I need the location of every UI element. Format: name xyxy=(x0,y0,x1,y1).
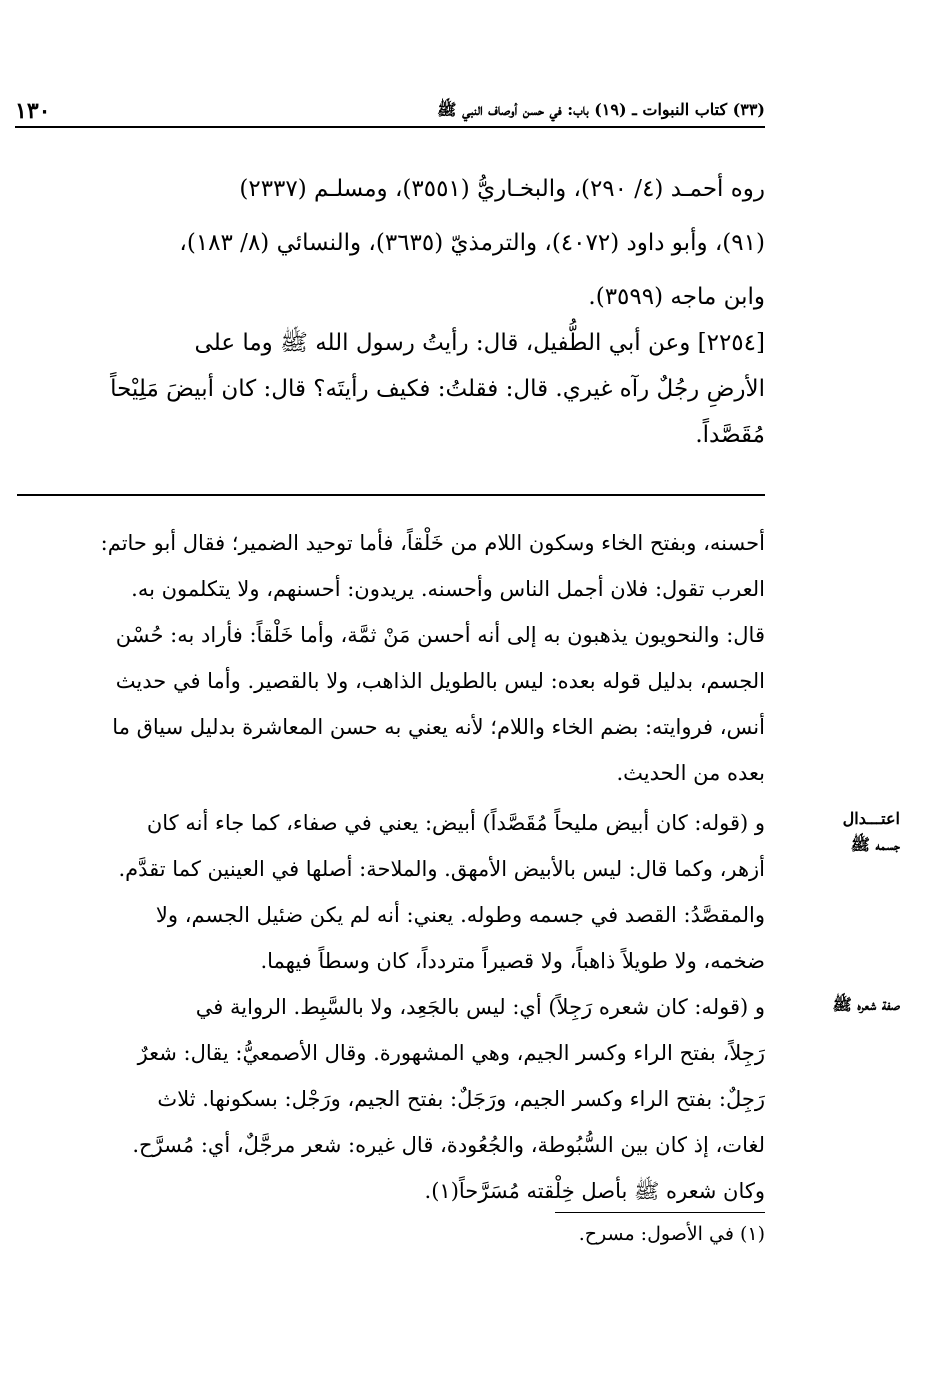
header-rule xyxy=(15,126,765,128)
page-number: ١٣٠ xyxy=(15,98,51,124)
commentary-paragraph-1: أحسنه، وبفتح الخاء وسكون اللام من خَلْقاً، فأما توحيد الضمير؛ فقال أبو حاتم: العرب تقول: فلان أجمل الناس وأحسنه. يريدون: أحسنهم، ولا يتكلمون به. قال: والنحويون يذهبون به إلى أنه أحسن مَنْ ثمَّة، وأما خَلْقاً: فأراد به: حُسْن الجسم، بدليل قوله بعده: ليس بالطويل الذاهب، ولا بالقصير. وأما في حديث أنس، فروايته: بضم الخاء واللام؛ لأنه يعني به حسن المعاشرة بدليل سياق ما بعده من الحديث. xyxy=(100,531,765,785)
footnote: (١) في الأصول: مسرح. xyxy=(578,1223,765,1245)
margin-note-body-proportion: اعتـــدال جسمه ﷺ xyxy=(842,809,900,854)
running-header-title: (٣٣) كتاب النبوات ـ (١٩) باب: في حسن أوصاف النبي ﷺ xyxy=(437,99,765,119)
hadith-references: روه أحمـد (٤/ ٢٩٠)، والبخـاريُّ (٣٥٥١)، ومسلـم (٢٣٣٧) (٩١)، وأبو داود (٤٠٧٢)، والترمذيّ (٣٦٣٥)، والنسائي (٨/ ١٨٣)، وابن ماجه (٣٥٩٩). xyxy=(179,176,765,310)
footnote-rule xyxy=(555,1212,765,1213)
commentary-paragraph-2: و (قوله: كان أبيض مليحاً مُقَصَّداً) أبيض: يعني في صفاء، كما جاء أنه كان أزهر، وكما قال: ليس بالأبيض الأمهق. والملاحة: أصلها في العينين كما تقدَّم. والمقصَّدُ: القصد في جسمه وطوله. يعني: أنه لم يكن ضئيل الجسم، ولا ضخمه، ولا طويلاً ذاهباً، ولا قصيراً متردداً، كان وسطاً فيهما. xyxy=(118,811,765,973)
section-divider xyxy=(17,494,765,496)
commentary-paragraph-3: و (قوله: كان شعره رَجِلاً) أي: ليس بالجَعِد، ولا بالسَّبِط. الرواية في رَجِلاً، بفتح الراء وكسر الجيم، وهي المشهورة. وقال الأصمعيُّ: يقال: شعرٌ رَجِلٌ: بفتح الراء وكسر الجيم، ورَجَلٌ: بفتح الجيم، ورَجْل: بسكونها. ثلاث لغات، إذ كان بين السُّبُوطة، والجُعُودة، قال غيره: شعر مرجَّلٌ، أي: مُسرَّح. وكان شعره ﷺ بأصل خِلْقته مُسَرَّحاً(١). xyxy=(132,995,765,1203)
hadith-text: [٢٢٥٤] وعن أبي الطُّفيل، قال: رأيتُ رسول الله ﷺ وما على الأرضِ رجُلٌ رآه غيري. قال: فقلتُ: فكيف رأيتَه؟ قال: كان أبيضَ مَلِيْحاً مُقَصَّداً. xyxy=(110,330,765,448)
margin-note-hair-description: صفة شعره ﷺ xyxy=(832,995,900,1014)
running-header xyxy=(15,96,765,126)
